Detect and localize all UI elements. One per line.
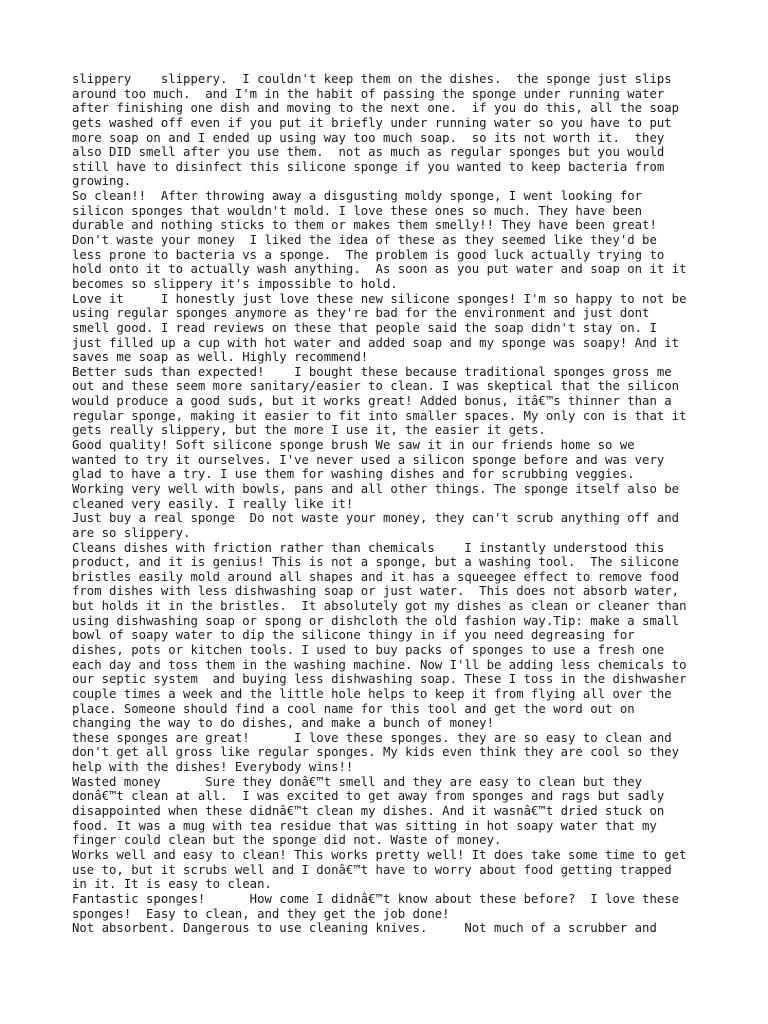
text-line: each day and toss them in the washing machine. Now I'll be adding less chemicals to — [72, 657, 687, 672]
text-line: our septic system and buying less dishwashing soap. These I toss in the dishwasher — [72, 672, 687, 687]
text-line: place. Someone should find a cool name for this tool and get the word out on — [72, 701, 635, 716]
text-line: just filled up a cup with hot water and added soap and my sponge was soapy! And it — [72, 335, 680, 350]
text-line: Works well and easy to clean! This works pretty well! It does take some time to get — [72, 847, 687, 862]
text-line: durable and nothing sticks to them or makes them smelly!! They have been great! — [72, 218, 657, 233]
text-line: these sponges are great! I love these sponges. they are so easy to clean and — [72, 730, 672, 745]
text-line: more soap on and I ended up using way too much soap. so its not worth it. they — [72, 130, 665, 145]
text-line: So clean!! After throwing away a disgusting moldy sponge, I went looking for — [72, 189, 643, 204]
text-line: regular sponge, making it easier to fit into smaller spaces. My only con is that it — [72, 408, 687, 423]
text-line: bowl of soapy water to dip the silicone thingy in if you need degreasing for — [72, 628, 635, 643]
review-text-block — [72, 72, 702, 936]
text-line: still have to disinfect this silicone sponge if you wanted to keep bacteria from — [72, 159, 665, 174]
text-line: hold onto it to actually wash anything. As soon as you put water and soap on it it — [72, 262, 687, 277]
text-line: Just buy a real sponge Do not waste your money, they can't scrub anything off and — [72, 511, 680, 526]
text-line: using dishwashing soap or spong or dishcloth the old fashion way.Tip: make a small — [72, 613, 680, 628]
text-line: use to, but it scrubs well and I donâ€™t have to worry about food getting trapped — [72, 862, 672, 877]
text-line: glad to have a try. I use them for washing dishes and for scrubbing veggies. — [72, 467, 635, 482]
text-line: would produce a good suds, but it works great! Added bonus, itâ€™s thinner than a — [72, 394, 672, 409]
text-line: gets washed off even if you put it briefly under running water so you have to put — [72, 115, 672, 130]
text-line: in it. It is easy to clean. — [72, 877, 272, 892]
text-line: growing. — [72, 174, 132, 189]
text-line: Better suds than expected! I bought these because traditional sponges gross me — [72, 364, 672, 379]
text-line: sponges! Easy to clean, and they get the job done! — [72, 906, 450, 921]
text-line: slippery slippery. I couldn't keep them on the dishes. the sponge just slips — [72, 72, 672, 86]
text-line: disappointed when these didnâ€™t clean my dishes. And it wasnâ€™t dried stuck on — [72, 804, 665, 819]
text-line: less prone to bacteria vs a sponge. The problem is good luck actually trying to — [72, 247, 665, 262]
text-line: Love it I honestly just love these new silicone sponges! I'm so happy to not be — [72, 291, 687, 306]
text-line: Cleans dishes with friction rather than chemicals I instantly understood this — [72, 540, 665, 555]
text-line: after finishing one dish and moving to the next one. if you do this, all the soap — [72, 101, 680, 116]
text-line: smell good. I read reviews on these that people said the soap didn't stay on. I — [72, 320, 657, 335]
text-line: Working very well with bowls, pans and all other things. The sponge itself also be — [72, 481, 680, 496]
text-line: out and these seem more sanitary/easier to clean. I was skeptical that the silicon — [72, 379, 680, 394]
text-line: are so slippery. — [72, 525, 191, 540]
text-line: also DID smell after you use them. not as much as regular sponges but you would — [72, 145, 665, 160]
text-line: Not absorbent. Dangerous to use cleaning knives. Not much of a scrubber and — [72, 921, 657, 936]
text-line: from dishes with less dishwashing soap or just water. This does not absorb water, — [72, 584, 680, 599]
text-line: Don't waste your money I liked the idea of these as they seemed like they'd be — [72, 233, 657, 248]
text-line: cleaned very easily. I really like it! — [72, 496, 354, 511]
text-line: product, and it is genius! This is not a sponge, but a washing tool. The silicone — [72, 555, 680, 570]
text-line: bristles easily mold around all shapes and it has a squeegee effect to remove food — [72, 569, 680, 584]
text-line: Fantastic sponges! How come I didnâ€™t know about these before? I love these — [72, 891, 680, 906]
text-line: around too much. and I'm in the habit of passing the sponge under running water — [72, 86, 665, 101]
text-line: dishes, pots or kitchen tools. I used to buy packs of sponges to use a fresh one — [72, 642, 665, 657]
text-line: Wasted money Sure they donâ€™t smell and they are easy to clean but they — [72, 774, 643, 789]
text-line: but holds it in the bristles. It absolutely got my dishes as clean or cleaner than — [72, 599, 687, 614]
text-line: food. It was a mug with tea residue that was sitting in hot soapy water that my — [72, 818, 657, 833]
text-line: couple times a week and the little hole helps to keep it from flying all over the — [72, 686, 672, 701]
text-line: don't get all gross like regular sponges. My kids even think they are cool so they — [72, 745, 680, 760]
text-line: Good quality! Soft silicone sponge brush We saw it in our friends home so we — [72, 438, 635, 453]
text-line: changing the way to do dishes, and make a bunch of money! — [72, 716, 494, 731]
text-line: saves me soap as well. Highly recommend! — [72, 350, 369, 365]
text-line: finger could clean but the sponge did not. Waste of money. — [72, 833, 502, 848]
text-line: silicon sponges that wouldn't mold. I love these ones so much. They have been — [72, 203, 643, 218]
text-line: wanted to try it ourselves. I've never used a silicon sponge before and was very — [72, 452, 665, 467]
text-line: gets really slippery, but the more I use it, the easier it gets. — [72, 423, 546, 438]
text-line: becomes so slippery it's impossible to hold. — [72, 276, 398, 291]
text-line: donâ€™t clean at all. I was excited to get away from sponges and rags but sadly — [72, 789, 665, 804]
text-line: help with the dishes! Everybody wins!! — [72, 760, 354, 775]
text-line: using regular sponges anymore as they're bad for the environment and just dont — [72, 306, 650, 321]
